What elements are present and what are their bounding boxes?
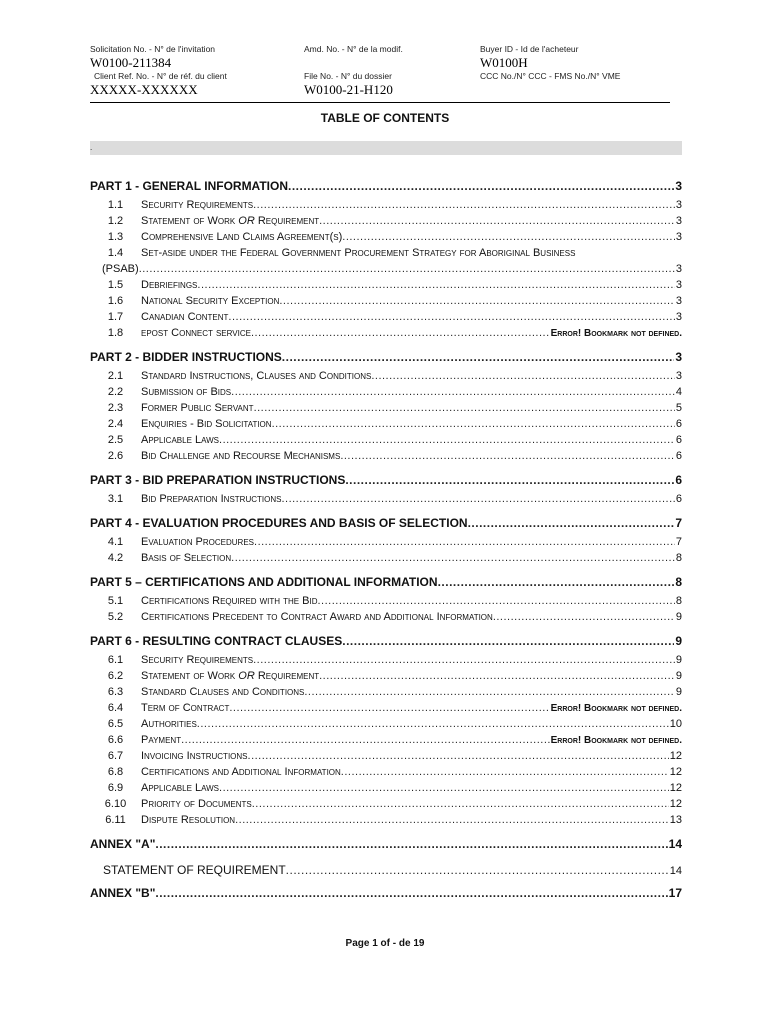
toc-entry-4-1[interactable]: 4.1 Evaluation Procedures ..... 7 — [90, 536, 682, 552]
toc-entry-2-3[interactable]: 2.3 Former Public Servant ..... 5 — [90, 402, 682, 418]
page-number: Page 1 of - de 19 — [345, 938, 425, 949]
toc-entry-6-7[interactable]: 6.7 Invoicing Instructions ..... 12 — [90, 750, 682, 766]
toc-entry-6-10[interactable]: 6.10 Priority of Documents ..... 12 — [90, 798, 682, 814]
toc-entry-2-1[interactable]: 2.1 Standard Instructions, Clauses and Conditions ..... 3 — [90, 370, 682, 386]
toc-entry-3-1[interactable]: 3.1 Bid Preparation Instructions ..... 6 — [90, 493, 682, 509]
toc-entry-1-4[interactable]: 1.4 Set-aside under the Federal Government Procurement Strategy for Aboriginal Business — [107, 247, 576, 259]
client-ref-label: Client Ref. No. - N° de réf. du client — [94, 71, 227, 81]
toc-annex-b[interactable]: ANNEX "B" ..... 17 — [90, 879, 682, 906]
toc-entry-5-2[interactable]: 5.2 Certifications Precedent to Contract Award and Additional Information ..... 9 — [90, 611, 682, 627]
toc-part-4[interactable]: PART 4 - EVALUATION PROCEDURES AND BASIS OF SELECTION ..... 7 — [90, 509, 682, 536]
toc-entry-1-7[interactable]: 1.7 Canadian Content ..... 3 — [90, 311, 682, 327]
file-number: W0100-21-H120 — [304, 82, 393, 97]
solicitation-block — [90, 44, 215, 71]
toc-annex-a[interactable]: ANNEX "A" ..... 14 — [90, 830, 682, 857]
buyer-id: W0100H — [480, 55, 528, 70]
header-divider — [90, 102, 670, 103]
toc-entry-6-5[interactable]: 6.5 Authorities ..... 10 — [90, 718, 682, 734]
amendment-label: Amd. No. - N° de la modif. — [304, 44, 403, 54]
toc-entry-4-2[interactable]: 4.2 Basis of Selection ..... 8 — [90, 552, 682, 568]
toc-entry-6-1[interactable]: 6.1 Security Requirements ..... 9 — [90, 654, 682, 670]
toc-part-2[interactable]: PART 2 - BIDDER INSTRUCTIONS ..... 3 — [90, 343, 682, 370]
toc-entry-6-11[interactable]: 6.11 Dispute Resolution ..... 13 — [90, 814, 682, 830]
toc-entry-2-6[interactable]: 2.6 Bid Challenge and Recourse Mechanisms ..... 6 — [90, 450, 682, 466]
toc-part-1[interactable]: PART 1 - GENERAL INFORMATION ..... 3 — [90, 172, 682, 199]
toc-title: TABLE OF CONTENTS — [320, 111, 450, 125]
solicitation-number: W0100-211384 — [90, 55, 172, 70]
ccc-label: CCC No./N° CCC - FMS No./N° VME — [480, 71, 621, 81]
toc-entry-2-2[interactable]: 2.2 Submission of Bids ..... 4 — [90, 386, 682, 402]
toc-entry-1-8[interactable]: 1.8 epost Connect service ..... Error! Bookmark not defined. — [90, 327, 682, 343]
toc-part-5[interactable]: PART 5 – CERTIFICATIONS AND ADDITIONAL INFORMATION ..... 8 — [90, 568, 682, 595]
toc-entry-6-3[interactable]: 6.3 Standard Clauses and Conditions ..... 9 — [90, 686, 682, 702]
client-ref-number: XXXXX-XXXXXX — [90, 82, 198, 97]
file-block — [304, 71, 393, 98]
client-ref-value-block — [90, 81, 198, 98]
amendment-block — [304, 44, 403, 54]
solicitation-label: Solicitation No. - N° de l'invitation — [90, 44, 216, 54]
shaded-band — [90, 141, 682, 155]
ccc-block — [480, 71, 620, 81]
toc-entry-2-4[interactable]: 2.4 Enquiries - Bid Solicitation ..... 6 — [90, 418, 682, 434]
toc-entry-1-1[interactable]: 1.1 Security Requirements ..... 3 — [90, 199, 682, 215]
toc-entry-1-5[interactable]: 1.5 Debriefings ..... 3 — [90, 279, 682, 295]
toc-entry-2-5[interactable]: 2.5 Applicable Laws ..... 6 — [90, 434, 682, 450]
toc-statement-of-requirement[interactable]: STATEMENT OF REQUIREMENT ..... 14 — [90, 857, 682, 879]
bookmark-error: Error! Bookmark not defined. — [550, 328, 682, 339]
toc-part-3[interactable]: PART 3 - BID PREPARATION INSTRUCTIONS ..... 6 — [90, 466, 682, 493]
file-label: File No. - N° du dossier — [304, 71, 392, 81]
client-ref-block — [94, 71, 227, 81]
toc-part-6[interactable]: PART 6 - RESULTING CONTRACT CLAUSES ..... 9 — [90, 627, 682, 654]
toc-entry-5-1[interactable]: 5.1 Certifications Required with the Bid ..... 8 — [90, 595, 682, 611]
toc-entry-1-4-cont[interactable]: (PSAB) ..... 3 — [90, 263, 682, 279]
toc-entry-6-6[interactable]: 6.6 Payment ..... Error! Bookmark not defined. — [90, 734, 682, 750]
toc-entry-6-2[interactable]: 6.2 Statement of Work OR Requirement ..... 9 — [90, 670, 682, 686]
toc-entry-1-2[interactable]: 1.2 Statement of Work OR Requirement ..... 3 — [90, 215, 682, 231]
toc-entry-1-6[interactable]: 1.6 National Security Exception ..... 3 — [90, 295, 682, 311]
buyer-block — [480, 44, 578, 71]
table-of-contents — [90, 172, 682, 906]
bookmark-error: Error! Bookmark not defined. — [550, 703, 682, 714]
toc-entry-1-3[interactable]: 1.3 Comprehensive Land Claims Agreement(s) ..... 3 — [90, 231, 682, 247]
buyer-label: Buyer ID - Id de l'acheteur — [480, 44, 579, 54]
toc-entry-6-4[interactable]: 6.4 Term of Contract ..... Error! Bookmark not defined. — [90, 702, 682, 718]
toc-entry-6-9[interactable]: 6.9 Applicable Laws ..... 12 — [90, 782, 682, 798]
toc-entry-6-8[interactable]: 6.8 Certifications and Additional Information ..... 12 — [90, 766, 682, 782]
bookmark-error: Error! Bookmark not defined. — [550, 735, 682, 746]
band-text: . — [90, 143, 93, 152]
